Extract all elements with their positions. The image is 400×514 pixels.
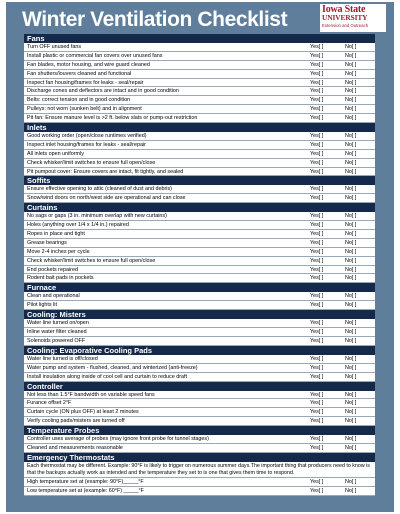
section-header-furnace: Furnace [24, 283, 375, 292]
checklist-table [24, 34, 375, 496]
checklist-item-label: Pilot lights lit [27, 302, 57, 309]
checklist-item-label: Install insulation along inside of cool cell and curtain to reduce draft [27, 373, 188, 380]
yes-checkbox[interactable]: Yes[ ] [310, 61, 324, 68]
checklist-row [24, 105, 375, 114]
yes-checkbox[interactable]: Yes[ ] [310, 436, 324, 443]
checklist-item-label: Not less than 1.5°F bandwidth on variable speed fans [27, 391, 155, 398]
checklist-row [24, 212, 375, 221]
checklist-item-label: Ropes in place and tight [27, 231, 85, 238]
yes-checkbox[interactable]: Yes[ ] [310, 364, 324, 371]
yes-checkbox[interactable]: Yes[ ] [310, 257, 324, 264]
yes-checkbox[interactable]: Yes[ ] [310, 133, 324, 140]
no-checkbox[interactable]: No[ ] [345, 195, 357, 202]
checklist-row [24, 194, 375, 203]
checklist-row [24, 159, 375, 168]
checklist-item-label: End pockets repaired [27, 266, 78, 273]
no-checkbox[interactable]: No[ ] [345, 141, 357, 148]
checklist-row [24, 132, 375, 141]
checklist-row [24, 301, 375, 310]
checklist-row [24, 337, 375, 346]
no-checkbox[interactable]: No[ ] [345, 88, 357, 95]
no-checkbox[interactable]: No[ ] [345, 52, 357, 59]
checklist-row [24, 391, 375, 400]
checklist-row [24, 435, 375, 444]
no-checkbox[interactable]: No[ ] [345, 133, 357, 140]
yes-checkbox[interactable]: Yes[ ] [310, 488, 324, 495]
checklist-item-label: Pulleys: not worn (sunken belt) and in alignment [27, 106, 142, 113]
checklist-row [24, 248, 375, 257]
checklist-item-label: Good working order (open/close runtimes verified) [27, 133, 147, 140]
yes-checkbox[interactable]: Yes[ ] [310, 248, 324, 255]
yes-checkbox[interactable]: Yes[ ] [310, 168, 324, 175]
no-checkbox[interactable]: No[ ] [345, 444, 357, 451]
checklist-row [24, 239, 375, 248]
yes-checkbox[interactable]: Yes[ ] [310, 355, 324, 362]
checklist-row [24, 373, 375, 382]
checklist-item-label: Rodent bait pads in pockets [27, 275, 94, 282]
no-checkbox[interactable]: No[ ] [345, 248, 357, 255]
no-checkbox[interactable]: No[ ] [345, 364, 357, 371]
yes-checkbox[interactable]: Yes[ ] [310, 70, 324, 77]
yes-checkbox[interactable]: Yes[ ] [310, 79, 324, 86]
checklist-row [24, 292, 375, 301]
checklist-row [24, 266, 375, 275]
checklist-row [24, 487, 375, 496]
checklist-item-label: High temperature set at (example: 90°F)_____°F [27, 479, 144, 486]
yes-checkbox[interactable]: Yes[ ] [310, 222, 324, 229]
no-checkbox[interactable]: No[ ] [345, 266, 357, 273]
no-checkbox[interactable]: No[ ] [345, 355, 357, 362]
logo-line-2: UNIVERSITY [322, 13, 368, 22]
yes-checkbox[interactable]: Yes[ ] [310, 320, 324, 327]
checklist-row [24, 364, 375, 373]
yes-checkbox[interactable]: Yes[ ] [310, 186, 324, 193]
no-checkbox[interactable]: No[ ] [345, 488, 357, 495]
university-logo [320, 4, 386, 32]
checklist-row [24, 52, 375, 61]
checklist-item-label: Controller uses average of probes (may ignore front probe for tunnel stages) [27, 436, 209, 443]
no-checkbox[interactable]: No[ ] [345, 159, 357, 166]
checklist-item-label: All inlets open uniformly [27, 150, 84, 157]
checklist-item-label: Curtain cycle (ON plus OFF) at least 2 minutes [27, 409, 139, 416]
checklist-row [24, 399, 375, 408]
checklist-item-label: Fan shutters/louvers cleaned and functional [27, 70, 132, 77]
checklist-item-label: Check whisker/limit switches to ensure full open/close [27, 159, 156, 166]
no-checkbox[interactable]: No[ ] [345, 168, 357, 175]
no-checkbox[interactable]: No[ ] [345, 275, 357, 282]
checklist-row [24, 444, 375, 453]
yes-checkbox[interactable]: Yes[ ] [310, 159, 324, 166]
checklist-item-label: Ensure effective opening to attic (cleaned of dust and debris) [27, 186, 172, 193]
yes-checkbox[interactable]: Yes[ ] [310, 141, 324, 148]
yes-checkbox[interactable]: Yes[ ] [310, 302, 324, 309]
checklist-row [24, 478, 375, 487]
checklist-item-label: Check whisker/limit switches to ensure full open/close [27, 257, 156, 264]
no-checkbox[interactable]: No[ ] [345, 222, 357, 229]
no-checkbox[interactable]: No[ ] [345, 337, 357, 344]
checklist-item-label: Holes (anything over 1/4 x 1/4 in.) repaired [27, 222, 129, 229]
logo-line-1: Iowa State [322, 4, 366, 15]
no-checkbox[interactable]: No[ ] [345, 400, 357, 407]
checklist-item-label: Solenoids powered OFF [27, 337, 86, 344]
no-checkbox[interactable]: No[ ] [345, 409, 357, 416]
yes-checkbox[interactable]: Yes[ ] [310, 213, 324, 220]
yes-checkbox[interactable]: Yes[ ] [310, 479, 324, 486]
section-header-curtains: Curtains [24, 203, 375, 212]
yes-checkbox[interactable]: Yes[ ] [310, 239, 324, 246]
section-header-cooling-misters: Cooling: Misters [24, 310, 375, 319]
checklist-item-label: Inspect inlet housing/frames for leaks - seal/repair [27, 141, 146, 148]
yes-checkbox[interactable]: Yes[ ] [310, 106, 324, 113]
checklist-row [24, 168, 375, 177]
yes-checkbox[interactable]: Yes[ ] [310, 97, 324, 104]
no-checkbox[interactable]: No[ ] [345, 373, 357, 380]
no-checkbox[interactable]: No[ ] [345, 70, 357, 77]
checklist-item-label: Move 2-4 inches per cycle [27, 248, 90, 255]
no-checkbox[interactable]: No[ ] [345, 418, 357, 425]
checklist-item-label: Water pump and system - flushed, cleaned, and winterized (anti-freeze) [27, 364, 198, 371]
checklist-item-label: Turn OFF unused fans [27, 44, 82, 50]
no-checkbox[interactable]: No[ ] [345, 239, 357, 246]
checklist-row [24, 79, 375, 88]
checklist-item-label: Fan blades, motor housing, and wire guard cleaned [27, 61, 150, 68]
yes-checkbox[interactable]: Yes[ ] [310, 115, 324, 122]
yes-checkbox[interactable]: Yes[ ] [310, 52, 324, 59]
no-checkbox[interactable]: No[ ] [345, 302, 357, 309]
yes-checkbox[interactable]: Yes[ ] [310, 418, 324, 425]
checklist-row [24, 70, 375, 79]
yes-checkbox[interactable]: Yes[ ] [310, 373, 324, 380]
yes-checkbox[interactable]: Yes[ ] [310, 195, 324, 202]
checklist-item-label: Cleaned and measurements reasonable [27, 444, 123, 451]
yes-checkbox[interactable]: Yes[ ] [310, 275, 324, 282]
section-header-cooling-evaporative-cooling-pads: Cooling: Evaporative Cooling Pads [24, 346, 375, 355]
yes-checkbox[interactable]: Yes[ ] [310, 400, 324, 407]
checklist-item-label: Water line turned is off/closed [27, 355, 98, 362]
checklist-row [24, 185, 375, 194]
page-title: Winter Ventilation Checklist [22, 8, 288, 31]
logo-line-3: Extension and Outreach [322, 23, 369, 28]
checklist-item-label: Grease bearings [27, 239, 67, 246]
yes-checkbox[interactable]: Yes[ ] [310, 337, 324, 344]
yes-checkbox[interactable]: Yes[ ] [310, 409, 324, 416]
checklist-row [24, 114, 375, 123]
no-checkbox[interactable]: No[ ] [345, 186, 357, 193]
checklist-item-label: Pit fan: Ensure manure level is >2 ft. below slats or pump-out restriction [27, 115, 198, 122]
checklist-row [24, 230, 375, 239]
no-checkbox[interactable]: No[ ] [345, 106, 357, 113]
checklist-row [24, 141, 375, 150]
yes-checkbox[interactable]: Yes[ ] [310, 88, 324, 95]
checklist-item-label: Low temperature set at (example: 60°F) _____°F [27, 488, 144, 495]
section-header-emergency-thermostats: Emergency Thermostats [24, 453, 375, 462]
section-header-controller: Controller [24, 382, 375, 391]
yes-checkbox[interactable]: Yes[ ] [310, 391, 324, 398]
section-header-inlets: Inlets [24, 123, 375, 132]
checklist-row [24, 319, 375, 328]
checklist-row [24, 61, 375, 70]
yes-checkbox[interactable]: Yes[ ] [310, 329, 324, 336]
section-header-temperature-probes: Temperature Probes [24, 426, 375, 435]
checklist-item-label: Clean and operational [27, 293, 80, 300]
no-checkbox[interactable]: No[ ] [345, 293, 357, 300]
no-checkbox[interactable]: No[ ] [345, 213, 357, 220]
checklist-row [24, 221, 375, 230]
yes-checkbox[interactable]: Yes[ ] [310, 293, 324, 300]
section-header-fans: Fans [24, 34, 375, 43]
no-checkbox[interactable]: No[ ] [345, 97, 357, 104]
checklist-item-label: Belts: correct tension and in good condition [27, 97, 131, 104]
checklist-row [24, 355, 375, 364]
checklist-row [24, 87, 375, 96]
no-checkbox[interactable]: No[ ] [345, 436, 357, 443]
checklist-item-label: Furance offset 2°F [27, 400, 72, 407]
no-checkbox[interactable]: No[ ] [345, 61, 357, 68]
no-checkbox[interactable]: No[ ] [345, 231, 357, 238]
no-checkbox[interactable]: No[ ] [345, 44, 357, 50]
no-checkbox[interactable]: No[ ] [345, 479, 357, 486]
checklist-item-label: Pit pumpout cover: Ensure covers are intact, fit tightly, and sealed [27, 168, 184, 175]
checklist-item-label: Inline water filter cleaned [27, 329, 87, 336]
checklist-row [24, 43, 375, 52]
checklist-row [24, 150, 375, 159]
checklist-item-label: Discharge cones and deflectors are intact and in good condition [27, 88, 179, 95]
checklist-item-label: Water line turned on/open [27, 320, 89, 327]
checklist-row [24, 417, 375, 426]
checklist-row [24, 408, 375, 417]
yes-checkbox[interactable]: Yes[ ] [310, 44, 324, 50]
yes-checkbox[interactable]: Yes[ ] [310, 444, 324, 451]
checklist-item-label: Snow/wind doors on north/west side are operational and can close [27, 195, 186, 202]
checklist-row [24, 257, 375, 266]
section-header-soffits: Soffits [24, 176, 375, 185]
yes-checkbox[interactable]: Yes[ ] [310, 150, 324, 157]
checklist-item-label: Install plastic or commercial fan covers over unused fans [27, 52, 163, 59]
yes-checkbox[interactable]: Yes[ ] [310, 266, 324, 273]
checklist-item-label: Inspect fan housing/frames for leaks - seal/repair [27, 79, 144, 86]
checklist-row [24, 274, 375, 283]
no-checkbox[interactable]: No[ ] [345, 257, 357, 264]
checklist-row [24, 96, 375, 105]
no-checkbox[interactable]: No[ ] [345, 391, 357, 398]
no-checkbox[interactable]: No[ ] [345, 79, 357, 86]
no-checkbox[interactable]: No[ ] [345, 320, 357, 327]
checklist-item-label: Verify cooling pads/misters are turned off [27, 418, 125, 425]
no-checkbox[interactable]: No[ ] [345, 329, 357, 336]
section-note: Each thermostat may be different. Example: 90°F is likely to trigger on numerous summer days.The important thing that producers need to know is that the backups actually work as intended and the temperature they set to is one that gives them time to respond. [24, 462, 375, 479]
no-checkbox[interactable]: No[ ] [345, 150, 357, 157]
no-checkbox[interactable]: No[ ] [345, 115, 357, 122]
checklist-row [24, 328, 375, 337]
yes-checkbox[interactable]: Yes[ ] [310, 231, 324, 238]
checklist-item-label: No sags or gaps (3 in. minimum overlap with new curtains) [27, 213, 167, 220]
